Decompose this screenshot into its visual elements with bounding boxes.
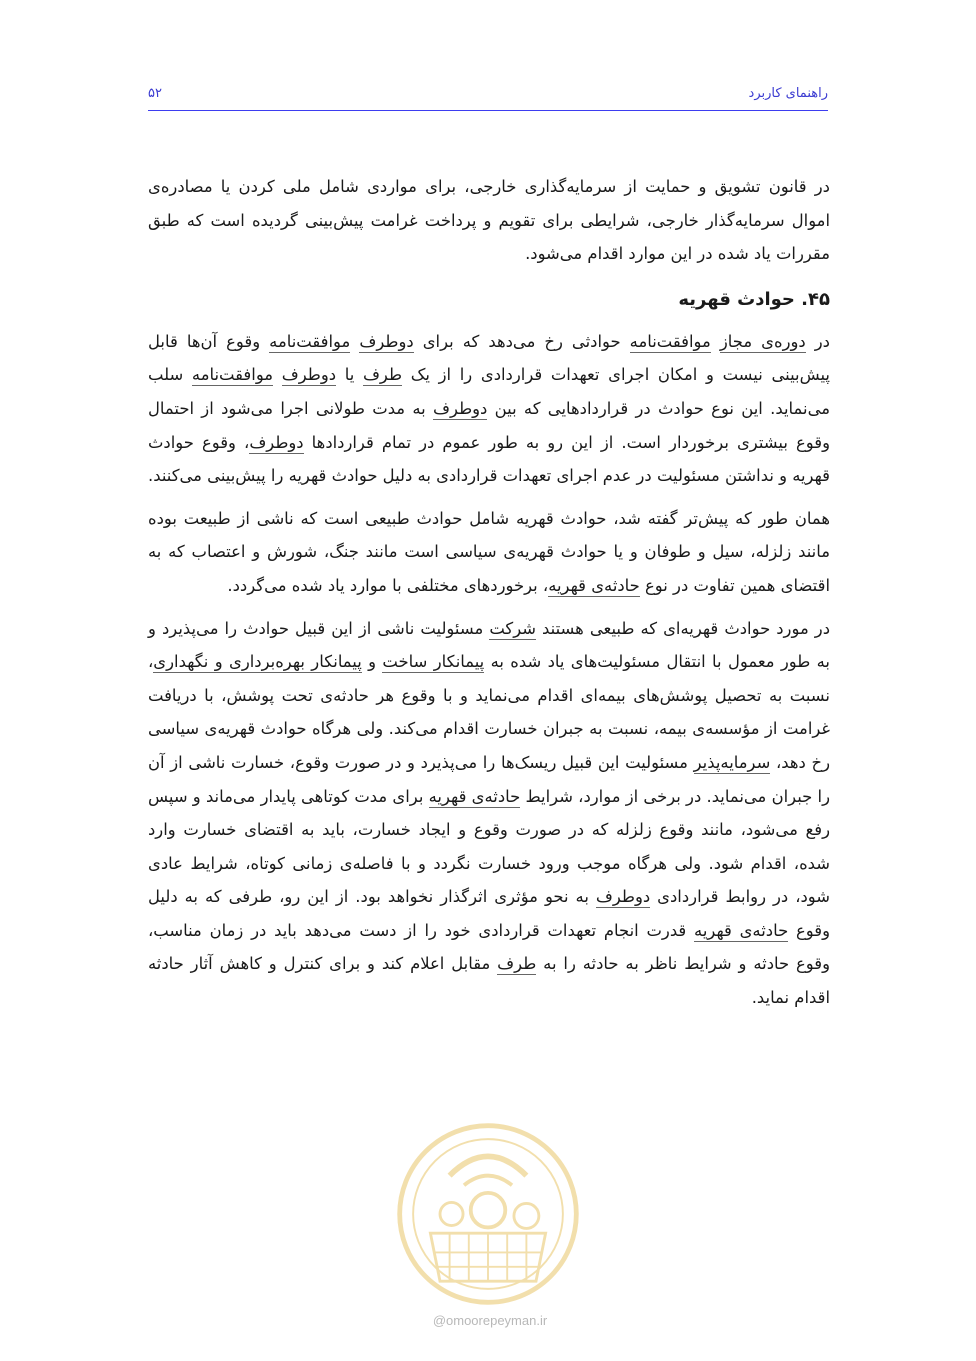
paragraph-1 [148,325,830,493]
glossary-link[interactable]: حادثه‌ی قهریه [694,920,789,940]
glossary-link[interactable]: سرمایه‌پذیر [693,752,771,772]
text-run: و [361,652,383,672]
text-run: قدرت انجام تعهدات قراردادی خود را از دست می‌دهد باید در زمان مناسب، وقوع حادثه و شرایط ناظر به حادثه را به [148,920,831,974]
text-run: به مدت طولانی اجرا می‌شود از احتمال وقوع بیشتری برخوردار است. از این رو به طور عموم در تمام قراردادها [148,398,830,452]
text-run: به نحو مؤثری اثرگذار نخواهد بود. از این رو، طرفی که به دلیل وقوع [148,887,830,940]
text-run [350,332,359,351]
glossary-link[interactable]: موافقت‌نامه [191,365,274,385]
text-run: مقابل اعلام کند و برای کنترل و کاهش آثار حادثه اقدام نماید. [148,954,830,1008]
glossary-link[interactable]: دوطرف [595,887,651,907]
glossary-link[interactable]: دوره‌ی مجاز [719,331,806,351]
text-run: یا [336,365,363,385]
text-run: مسئولیت ناشی از این قبیل حوادث را می‌پذیرد و به طور معمول با انتقال مسئولیت‌های یاد شده به [148,618,830,672]
text-run [711,332,720,351]
glossary-link[interactable]: دوطرف [359,331,414,351]
text-run: در [805,331,830,351]
glossary-link[interactable]: حادثه‌ی قهریه [428,786,521,806]
text-run: مسئولیت این قبیل ریسک‌ها را می‌پذیرد و در صورت وقوع، خسارت ناشی از آن را جبران می‌نماید. در برخی از موارد، شرایط [148,752,830,806]
text-run: برای مدت کوتاهی پایدار می‌ماند و سپس رفع می‌شود، مانند وقوع زلزله که در صورت وقوع و ایجاد خسارت، باید به اقتضای خسارت وارد شده، اقدام شود. ولی هرگاه موجب ورود خسارت نگردد و با فاصله‌ی زمانی کوتاه، شرایط عادی شود، در روابط قراردادی [148,786,830,907]
glossary-link[interactable]: موافقت‌نامه [629,331,711,351]
glossary-link[interactable]: دوطرف [433,398,488,418]
glossary-link[interactable]: شرکت [489,618,536,638]
text-run: ، نسبت به تحصیل پوشش‌های بیمه‌ای اقدام می‌نماید و با وقوع هر حادثه‌ی تحت پوشش، با دریافت غرامت از مؤسسه‌ی بیمه، نسبت به جبران خسارت اقدام می‌کند. ولی هرگاه حوادث قهریه‌ی سیاسی رخ دهد، [148,652,830,772]
glossary-link[interactable]: پیمانکار بهره‌برداری و نگهداری [153,652,362,672]
glossary-link[interactable]: دوطرف [281,365,337,385]
paragraph-3 [148,612,830,1015]
text-run: ، برخوردهای مختلفی با موارد یاد شده می‌گردد. [227,575,549,595]
text-run: ، وقوع حوادث قهریه و نداشتن مسئولیت در عدم اجرای تعهدات قراردادی به دلیل حوادث قهریه را پیش‌بینی می‌کنند. [148,432,830,486]
section-heading: ۴۵. حوادث قهریه [678,288,830,310]
page-content [148,170,830,1024]
running-title: راهنمای کاربرد [748,86,828,101]
glossary-link[interactable]: طرف [497,954,537,974]
text-run: وقوع آن‌ها قابل پیش‌بینی نیست و امکان اجرای تعهدات قراردادی را از یک [148,331,830,385]
watermark-logo-icon [392,1118,584,1310]
glossary-link[interactable]: موافقت‌نامه [269,331,351,351]
watermark-site: @omoorepeyman.ir [432,1313,548,1328]
paragraph-2 [148,502,830,603]
glossary-link[interactable]: دوطرف [249,432,304,452]
text-run: در مورد حوادث قهریه‌ای که طبیعی هستند [536,618,830,638]
page-header [148,84,828,111]
glossary-link[interactable]: حادثه‌ی قهریه [548,575,640,595]
text-run [273,365,282,384]
glossary-link[interactable]: طرف [362,365,403,385]
page-number: ۵۲ [148,86,162,101]
text-run: همان طور که پیش‌تر گفته شد، حوادث قهریه شامل حوادث طبیعی است که ناشی از طبیعت بوده مانند زلزله، سیل و طوفان و یا حوادث قهریه‌ی سیاسی است مانند جنگ، شورش و اعتصاب که به اقتضای همین تفاوت در نوع [148,508,830,595]
text-run: حوادثی رخ می‌دهد که برای [413,331,630,351]
glossary-link[interactable]: پیمانکار ساخت [382,652,485,672]
intro-paragraph: در قانون تشویق و حمایت از سرمایه‌گذاری خارجی، برای مواردی شامل ملی کردن یا مصادره‌ی اموال سرمایه‌گذار خارجی، شرایطی برای تقویم و پرداخت غرامت پیش‌بینی گردیده است که طبق مقررات یاد شده در این موارد اقدام می‌شود. [148,177,830,264]
text-run: سلب می‌نماید. این نوع حوادث در قراردادهایی که بین [148,365,831,418]
